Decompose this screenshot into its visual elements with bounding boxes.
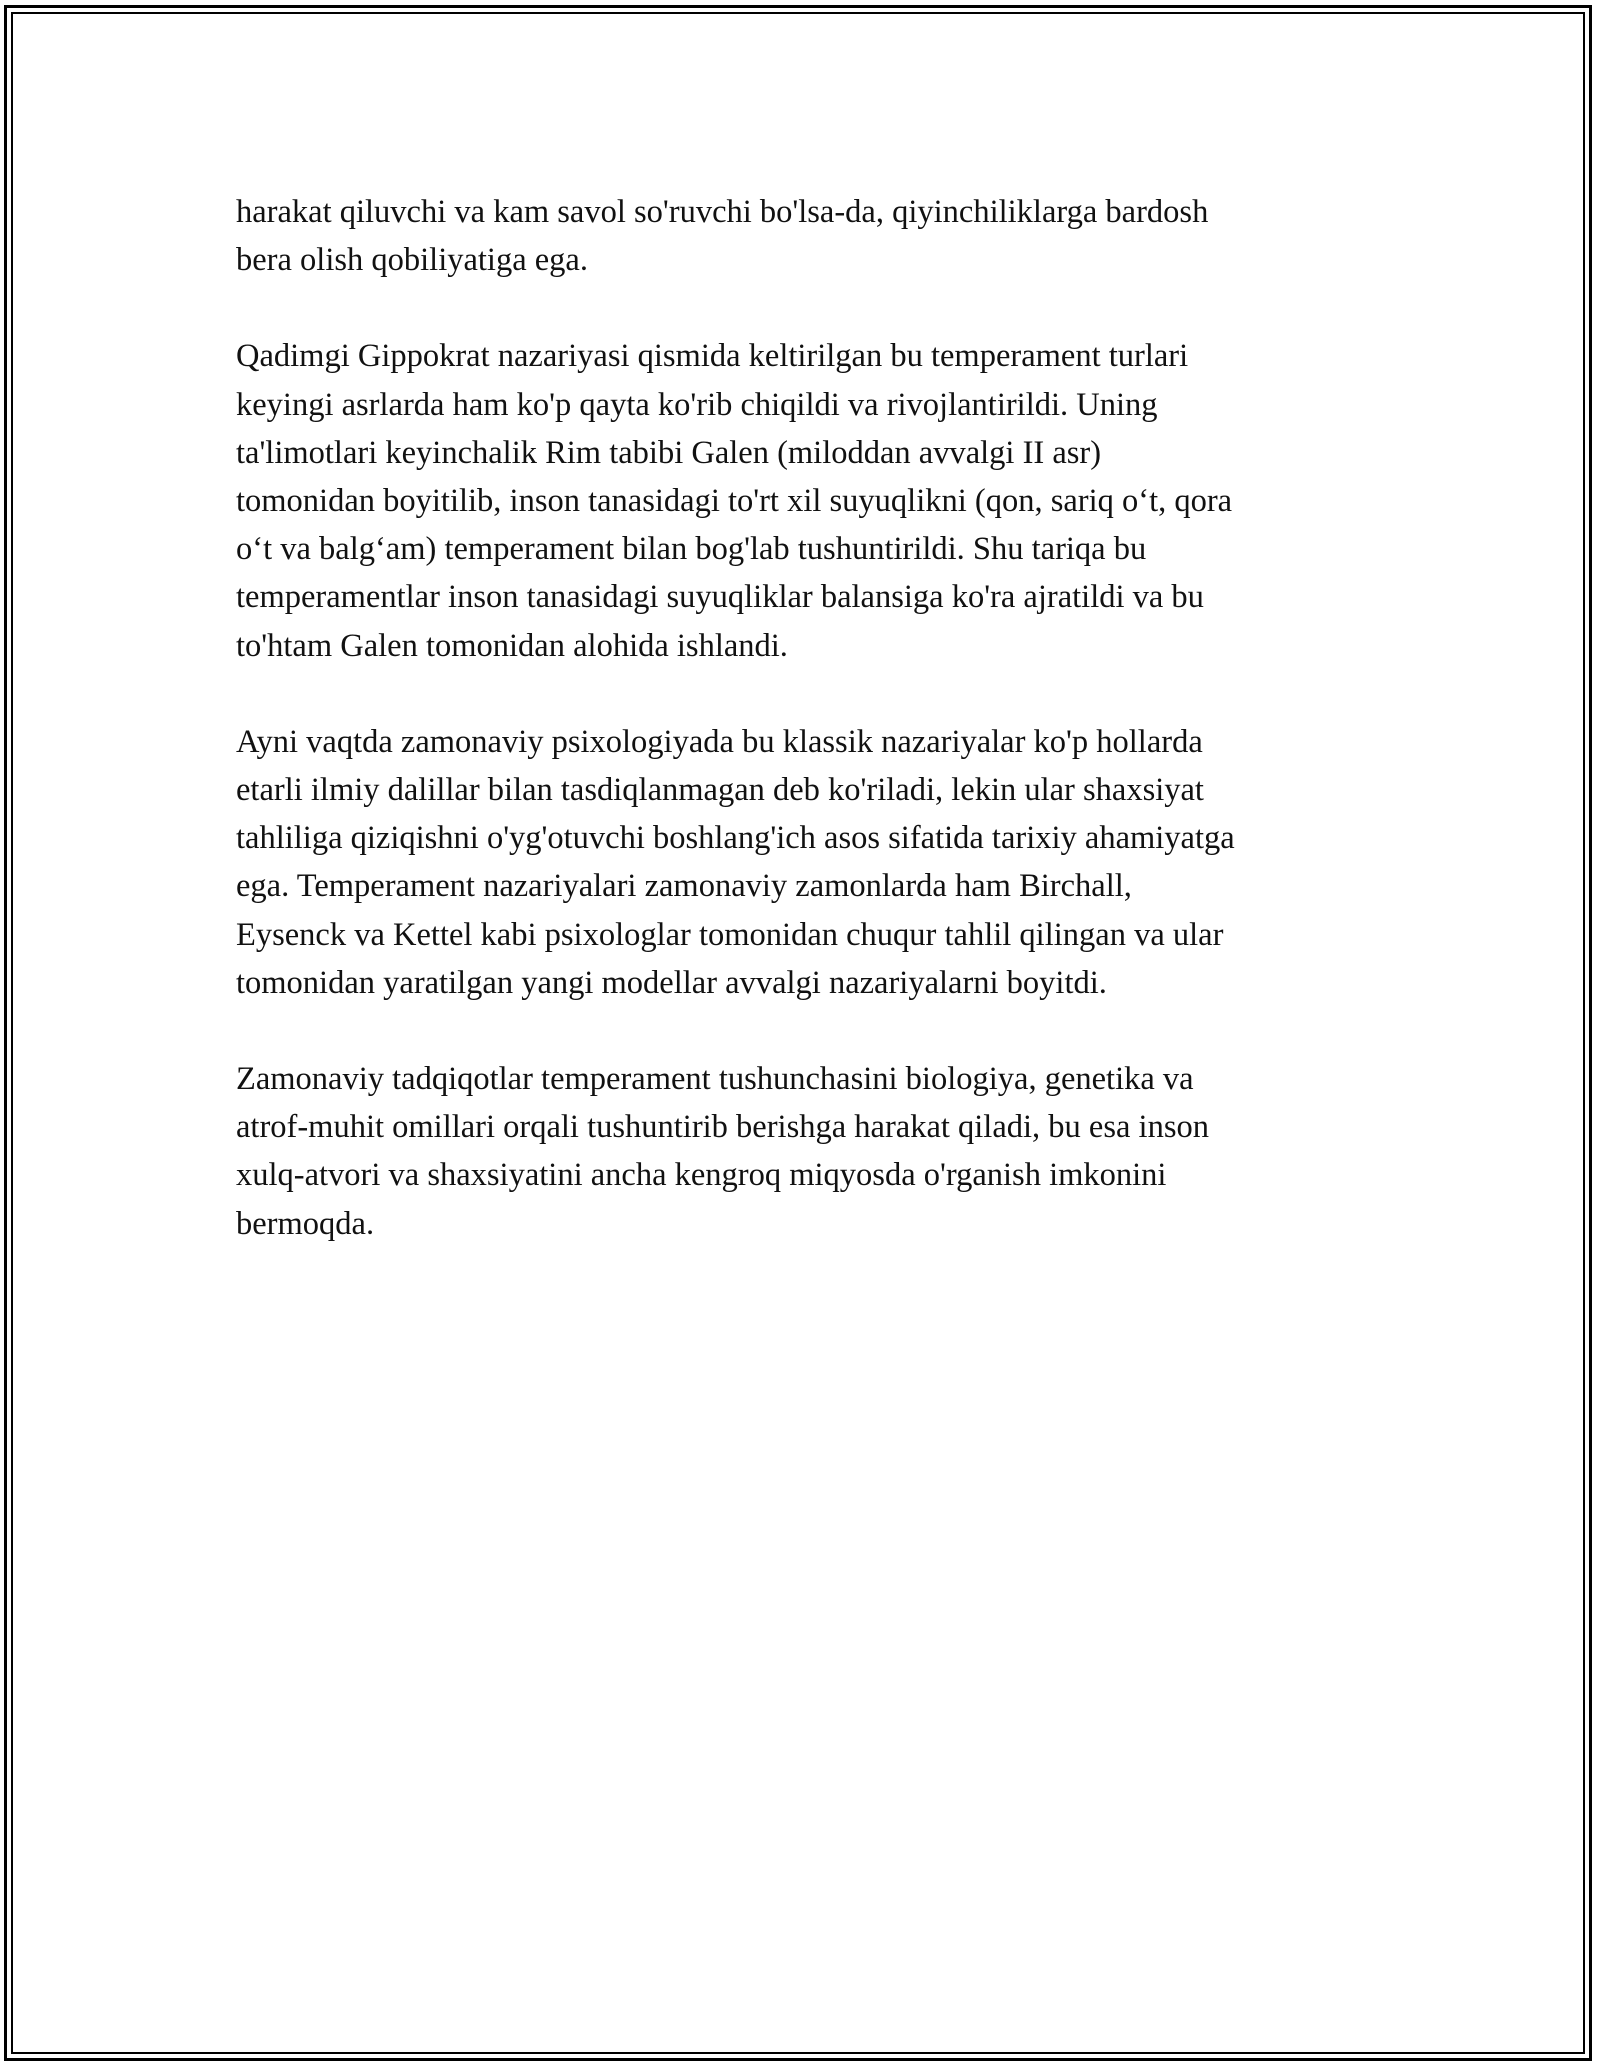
text-line: atrof-muhit omillari orqali tushuntirib berishga harakat qiladi, bu esa inson <box>236 1109 1209 1146</box>
text-line: keyingi asrlarda ham ko'p qayta ko'rib chiqildi va rivojlantirildi. Uning <box>236 386 1158 423</box>
text-line: harakat qiluvchi va kam savol so'ruvchi bo'lsa-da, qiyinchiliklarga bardosh <box>236 194 1209 230</box>
paragraph-1 <box>236 188 1366 284</box>
document-body <box>236 188 1366 1296</box>
text-line: xulq-atvori va shaxsiyatini ancha kengroq miqyosda o'rganish imkonini <box>236 1157 1167 1194</box>
text-line: etarli ilmiy dalillar bilan tasdiqlanmagan deb ko'riladi, lekin ular shaxsiyat <box>236 772 1204 809</box>
text-line: to'htam Galen tomonidan alohida ishlandi. <box>236 627 788 664</box>
text-line: Zamonaviy tadqiqotlar temperament tushunchasini biologiya, genetika va <box>236 1061 1194 1098</box>
text-line: tomonidan boyitilib, inson tanasidagi to'rt xil suyuqlikni (qon, sariq oʻt, qora <box>236 483 1233 520</box>
paragraph-4 <box>236 1055 1366 1248</box>
text-line: ega. Temperament nazariyalari zamonaviy zamonlarda ham Birchall, <box>236 868 1132 905</box>
text-line: bermoqda. <box>236 1205 375 1242</box>
paragraph-2 <box>236 332 1366 669</box>
paragraph-3 <box>236 718 1366 1007</box>
text-line: Qadimgi Gippokrat nazariyasi qismida keltirilgan bu temperament turlari <box>236 338 1189 375</box>
text-line: tahliliga qiziqishni o'yg'otuvchi boshlang'ich asos sifatida tarixiy ahamiyatga <box>236 820 1235 857</box>
text-line: temperamentlar inson tanasidagi suyuqliklar balansiga ko'ra ajratildi va bu <box>236 579 1204 616</box>
text-line: Eysenck va Kettel kabi psixologlar tomonidan chuqur tahlil qilingan va ular <box>236 916 1224 953</box>
text-line: tomonidan yaratilgan yangi modellar avvalgi nazariyalarni boyitdi. <box>236 964 1107 1001</box>
text-line: bera olish qobiliyatiga ega. <box>236 242 588 279</box>
text-line: oʻt va balgʻam) temperament bilan bog'lab tushuntirildi. Shu tariqa bu <box>236 531 1147 568</box>
text-line: Ayni vaqtda zamonaviy psixologiyada bu klassik nazariyalar ko'p hollarda <box>236 723 1203 760</box>
text-line: ta'limotlari keyinchalik Rim tabibi Galen (miloddan avvalgi II asr) <box>236 434 1102 471</box>
